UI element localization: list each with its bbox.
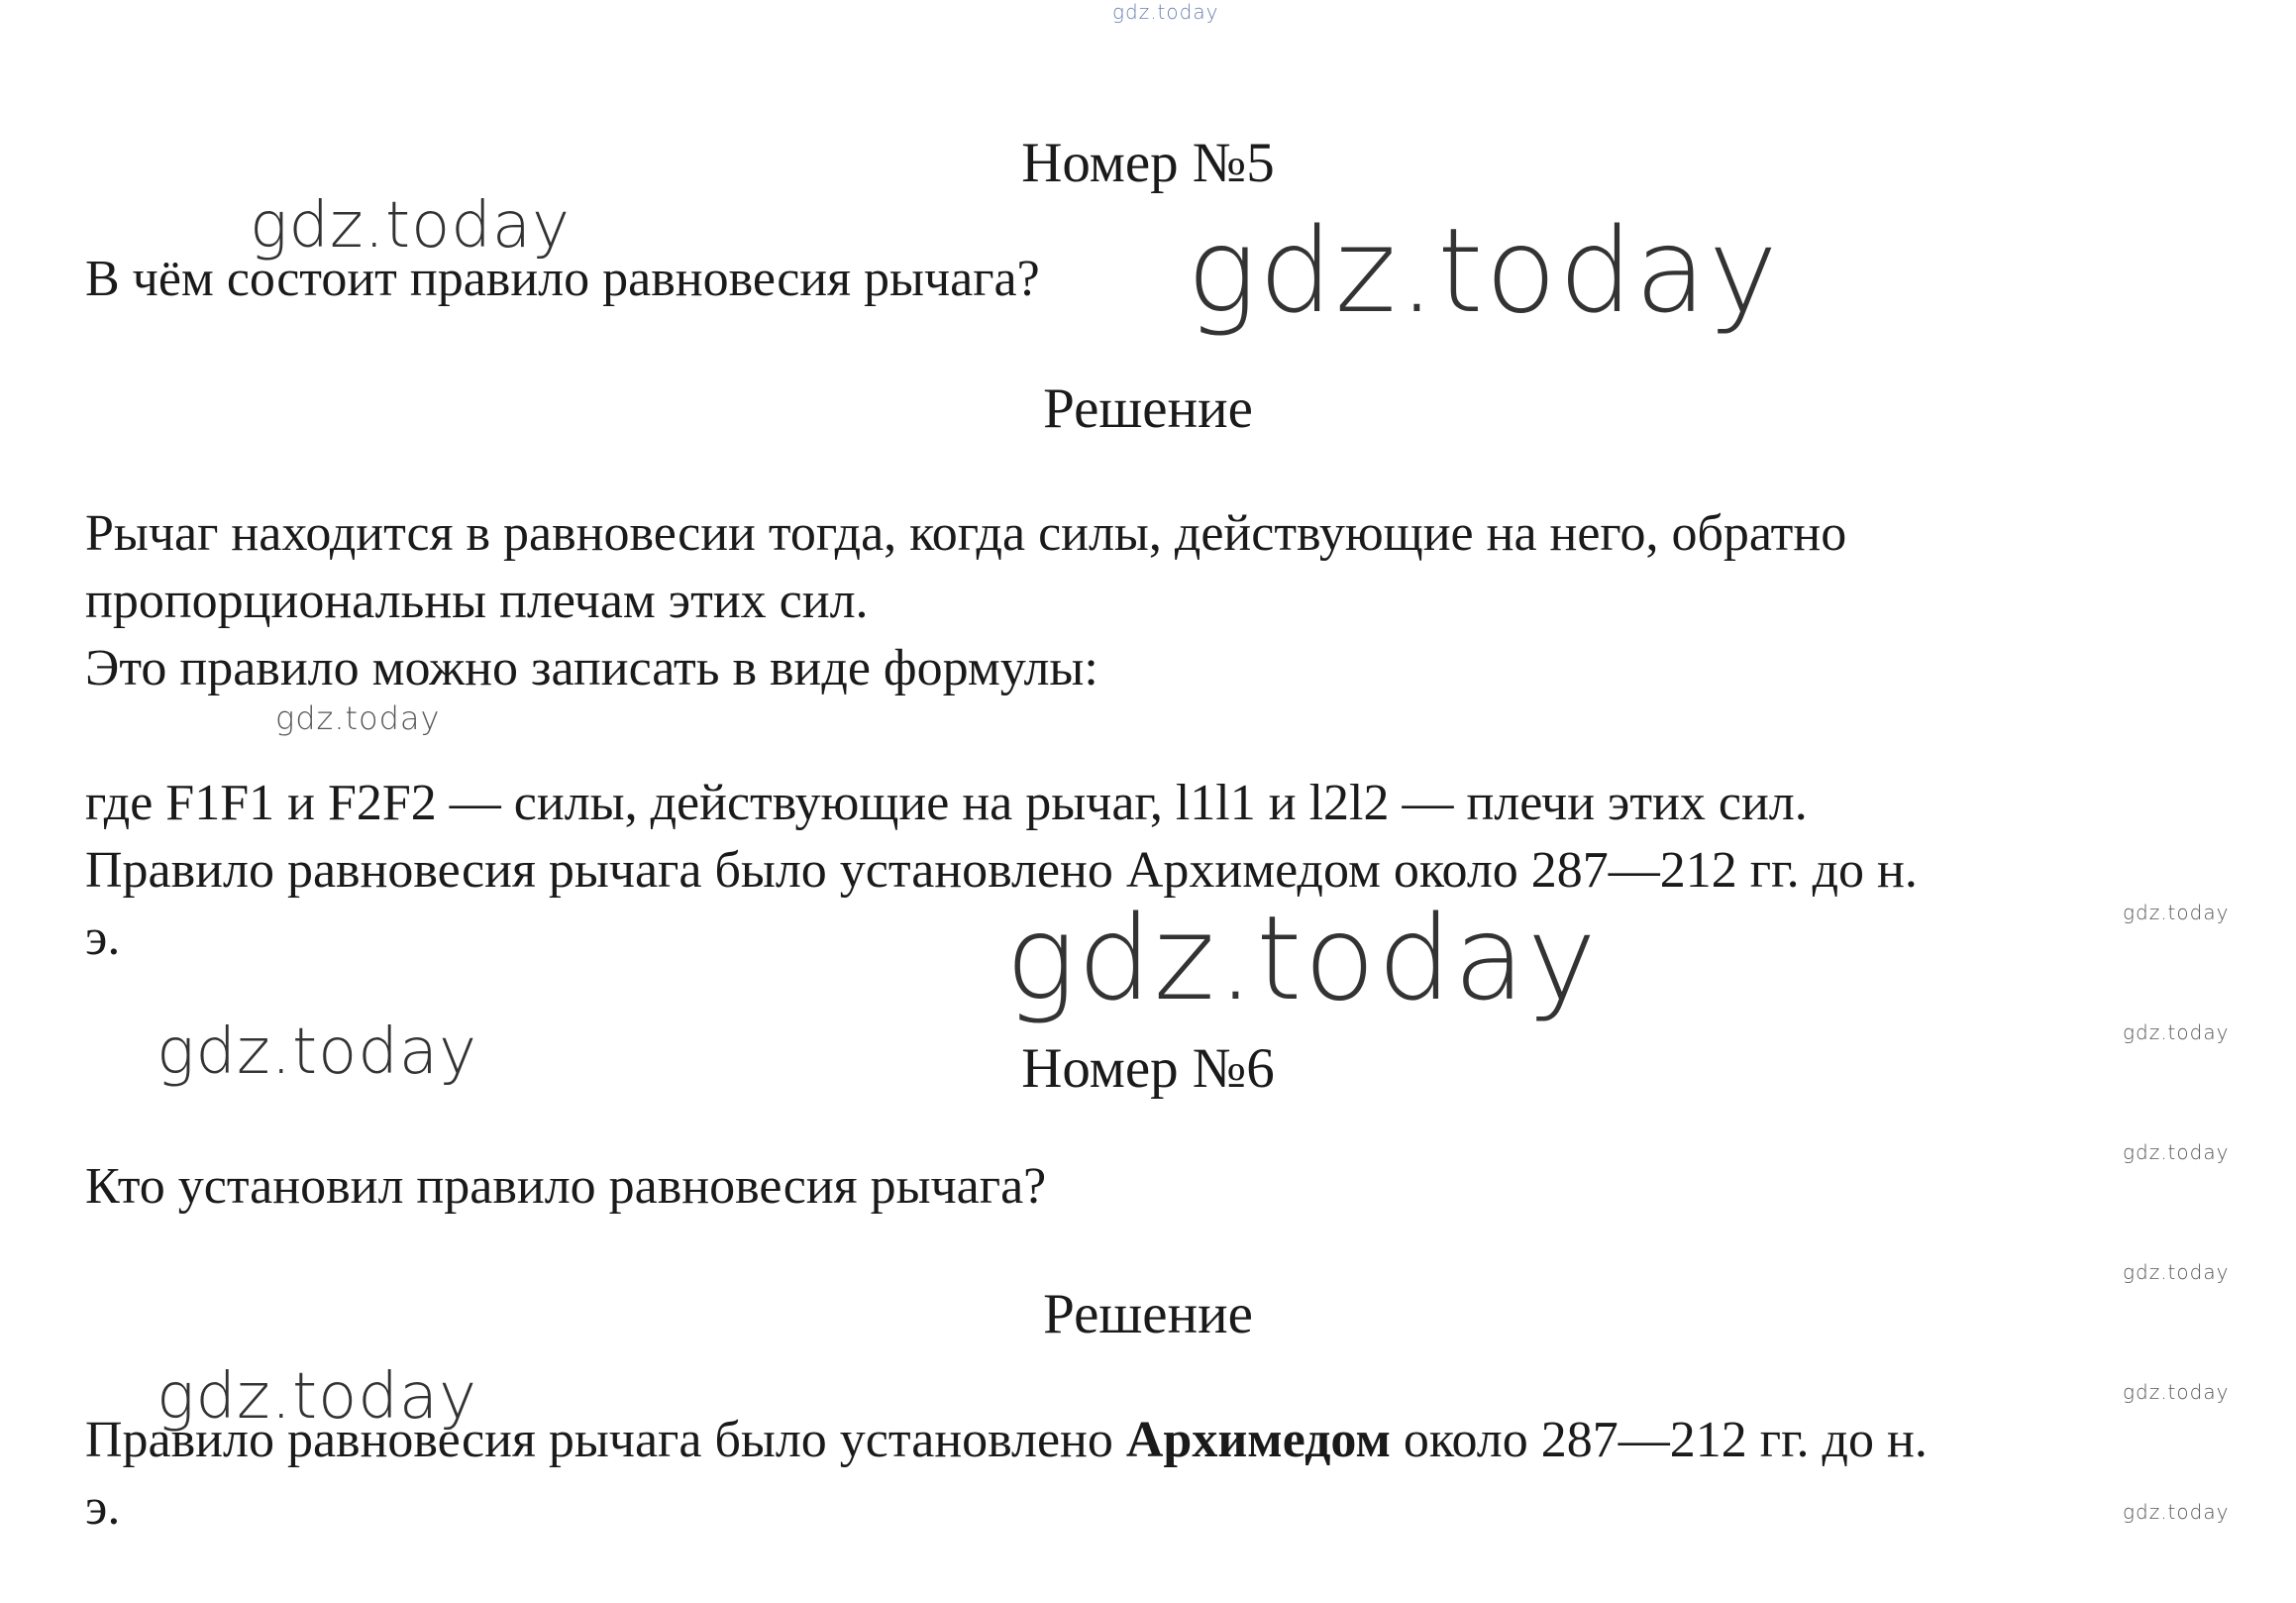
watermark-1: gdz.today — [250, 189, 571, 263]
task6-solution-heading: Решение — [1043, 1283, 1253, 1345]
watermark-5: gdz.today — [157, 1015, 477, 1089]
watermark-2: gdz.today — [1187, 202, 1780, 339]
watermark-4: gdz.today — [1005, 890, 1599, 1026]
watermark-side-4: gdz.today — [2123, 1260, 2230, 1284]
task6-answer-after: около 287—212 гг. до н. — [1390, 1412, 1928, 1468]
watermark-side-2: gdz.today — [2123, 1020, 2230, 1044]
task5-solution-line-3: Это правило можно записать в виде формулы: — [85, 640, 1098, 696]
task5-solution-heading: Решение — [1043, 377, 1253, 440]
task5-solution-line-5: Правило равновесия рычага было установлено Архимедом около 287—212 гг. до н. — [85, 842, 1918, 899]
task6-answer-line-2: э. — [85, 1479, 121, 1536]
task6-answer-before: Правило равновесия рычага было установлено — [85, 1412, 1126, 1468]
watermark-side-6: gdz.today — [2123, 1500, 2230, 1524]
task6-answer-bold: Архимедом — [1125, 1412, 1391, 1468]
task5-solution-line-4: где F1F1 и F2F2 — силы, действующие на рычаг, l1l1 и l2l2 — плечи этих сил. — [85, 775, 1808, 831]
task5-solution-line-1: Рычаг находится в равновесии тогда, когда силы, действующие на него, обратно — [85, 505, 1847, 562]
watermark-6: gdz.today — [157, 1360, 477, 1434]
watermark-3: gdz.today — [275, 699, 441, 737]
task6-heading: Номер №6 — [1021, 1037, 1275, 1100]
task6-question: Кто установил правило равновесия рычага? — [85, 1158, 1047, 1215]
task5-solution-line-6: э. — [85, 909, 121, 966]
task5-heading: Номер №5 — [1021, 132, 1275, 194]
watermark-side-5: gdz.today — [2123, 1380, 2230, 1404]
task6-answer-line-1 — [85, 1407, 1928, 1474]
task5-question: В чём состоит правило равновесия рычага? — [85, 251, 1040, 307]
watermark-side-1: gdz.today — [2123, 901, 2230, 924]
watermark-top: gdz.today — [1112, 0, 1219, 24]
task5-solution-line-2: пропорциональны плечам этих сил. — [85, 573, 869, 629]
watermark-side-3: gdz.today — [2123, 1140, 2230, 1164]
